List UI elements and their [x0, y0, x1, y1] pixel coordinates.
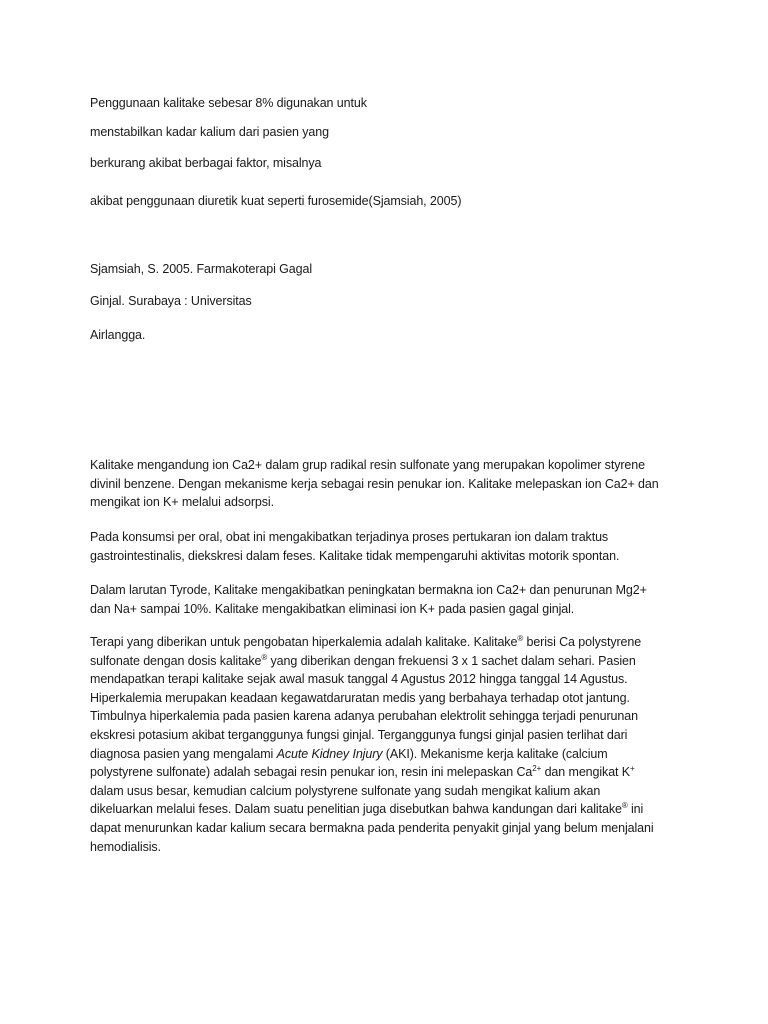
- paragraph-line: dikeluarkan melalui feses. Dalam suatu penelitian juga disebutkan bahwa kandungan dari kalitake® ini: [90, 801, 644, 817]
- superscript-charge: +: [630, 764, 635, 774]
- registered-mark: ®: [621, 801, 628, 811]
- reference-line-1: Sjamsiah, S. 2005. Farmakoterapi Gagal: [90, 262, 313, 276]
- paragraph-line: mendapatkan terapi kalitake sejak awal masuk tanggal 4 Agustus 2012 hingga tanggal 14 Agustus.: [90, 672, 628, 687]
- paragraph-line: ekskresi potasium akibat terganggunya fungsi ginjal. Terganggunya fungsi ginjal pasien terlihat dari: [90, 727, 628, 742]
- reference-line-2: Ginjal. Surabaya : Universitas: [90, 294, 252, 308]
- paragraph-line: sulfonate dengan dosis kalitake® yang diberikan dengan frekuensi 3 x 1 sachet dalam sehari. Pasien: [90, 652, 636, 668]
- statement-line-4: akibat penggunaan diuretik kuat seperti furosemide(Sjamsiah, 2005): [90, 194, 462, 208]
- statement-line-1: Penggunaan kalitake sebesar 8% digunakan untuk: [90, 96, 367, 110]
- paragraph-line: mengikat ion K+ melalui adsorpsi.: [90, 495, 274, 510]
- statement-line-2: menstabilkan kadar kalium dari pasien yang: [90, 125, 329, 139]
- paragraph-line: Kalitake mengandung ion Ca2+ dalam grup radikal resin sulfonate yang merupakan kopolimer styrene: [90, 458, 645, 472]
- paragraph-line: Terapi yang diberikan untuk pengobatan hiperkalemia adalah kalitake. Kalitake® berisi Ca polystyrene: [90, 634, 642, 649]
- superscript-charge: 2+: [532, 764, 542, 774]
- paragraph-line: Pada konsumsi per oral, obat ini mengakibatkan terjadinya proses pertukaran ion dalam traktus: [90, 530, 609, 544]
- registered-mark: ®: [261, 652, 268, 662]
- reference-line-3: Airlangga.: [90, 328, 146, 342]
- paragraph-line: hemodialisis.: [90, 839, 161, 854]
- paragraph-therapy: [90, 633, 680, 856]
- paragraph-line: polystyrene sulfonate) adalah sebagai resin penukar ion, resin ini melepaskan $Ca^{2+}$ dan mengikat K+: [90, 764, 635, 780]
- paragraph-composition: [90, 456, 680, 512]
- paragraph-tyrode-solution: [90, 581, 680, 618]
- paragraph-line: diagnosa pasien yang mengalami Acute Kidney Injury (AKI). Mekanisme kerja kalitake (calcium: [90, 746, 608, 761]
- paragraph-line: divinil benzene. Dengan mekanisme kerja sebagai resin penukar ion. Kalitake melepaskan ion Ca2+ dan: [90, 476, 659, 491]
- paragraph-oral-consumption: [90, 528, 680, 565]
- italic-term: Acute Kidney Injury: [276, 746, 383, 761]
- paragraph-line: Dalam larutan Tyrode, Kalitake mengakibatkan peningkatan bermakna ion Ca2+ dan penurunan Mg2+: [90, 583, 647, 597]
- registered-mark: ®: [517, 634, 524, 643]
- paragraph-line: gastrointestinalis, diekskresi dalam feses. Kalitake tidak mempengaruhi aktivitas motorik spontan.: [90, 548, 620, 563]
- statement-line-3: berkurang akibat berbagai faktor, misalnya: [90, 156, 322, 170]
- paragraph-line: dalam usus besar, kemudian calcium polystyrene sulfonate yang sudah mengikat kalium akan: [90, 783, 601, 798]
- paragraph-line: Hiperkalemia merupakan keadaan kegawatdaruratan medis yang berbahaya terhadap otot jantung.: [90, 690, 630, 705]
- paragraph-line: dapat menurunkan kadar kalium secara bermakna pada penderita penyakit ginjal yang belum menjalani: [90, 820, 654, 835]
- paragraph-line: dan Na+ sampai 10%. Kalitake mengakibatkan eliminasi ion K+ pada pasien gagal ginjal.: [90, 601, 575, 616]
- paragraph-line: Timbulnya hiperkalemia pada pasien karena adanya perubahan elektrolit sehingga terjadi penurunan: [90, 709, 638, 724]
